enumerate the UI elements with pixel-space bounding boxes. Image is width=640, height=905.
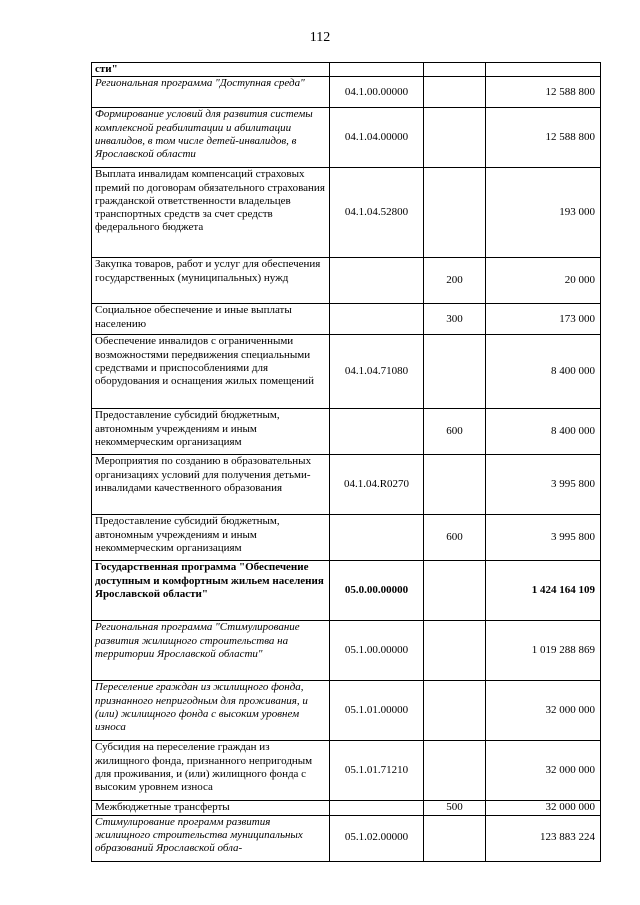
table-row [92, 561, 601, 621]
expense-type-cell [424, 681, 486, 741]
target-code-cell [330, 258, 424, 304]
target-code-cell: 04.1.00.00000 [330, 77, 424, 108]
expense-type-cell [424, 77, 486, 108]
expense-type-cell [424, 561, 486, 621]
item-name-cell: Выплата инвалидам компенсаций страховых премий по договорам обязательного страхования гражданской ответственности владельцев транспортных средств за счет средств федерального бюджета [92, 168, 330, 258]
table-row [92, 108, 601, 168]
target-code-cell [330, 409, 424, 455]
target-code-cell: 05.1.01.71210 [330, 741, 424, 801]
target-code-cell: 05.1.01.00000 [330, 681, 424, 741]
expense-type-cell [424, 63, 486, 77]
target-code-cell: 04.1.04.71080 [330, 335, 424, 409]
table-row [92, 258, 601, 304]
amount-cell: 3 995 800 [486, 455, 601, 515]
expense-type-cell [424, 741, 486, 801]
item-name-cell: Социальное обеспечение и иные выплаты населению [92, 304, 330, 335]
amount-cell: 1 019 288 869 [486, 621, 601, 681]
expense-type-cell [424, 108, 486, 168]
item-name-cell: Закупка товаров, работ и услуг для обеспечения государственных (муниципальных) нужд [92, 258, 330, 304]
item-name-cell: Стимулирование программ развития жилищного строительства муниципальных образований Ярославской обла- [92, 815, 330, 861]
target-code-cell: 04.1.04.52800 [330, 168, 424, 258]
table-row [92, 801, 601, 815]
item-name-cell: Предоставление субсидий бюджетным, автономным учреждениям и иным некоммерческим организациям [92, 409, 330, 455]
amount-cell: 1 424 164 109 [486, 561, 601, 621]
table-row [92, 63, 601, 77]
item-name-cell: Переселение граждан из жилищного фонда, признанного непригодным для проживания, и (или) жилищного фонда с высоким уровнем износа [92, 681, 330, 741]
table-row [92, 681, 601, 741]
page-number: 112 [309, 30, 331, 45]
amount-cell: 123 883 224 [486, 815, 601, 861]
expense-type-cell [424, 815, 486, 861]
target-code-cell: 05.0.00.00000 [330, 561, 424, 621]
expense-type-cell [424, 168, 486, 258]
expense-type-cell [424, 621, 486, 681]
amount-cell: 3 995 800 [486, 515, 601, 561]
table-row [92, 77, 601, 108]
table-row [92, 409, 601, 455]
item-name-cell: Мероприятия по созданию в образовательных организациях условий для получения детьми-инвалидами качественного образования [92, 455, 330, 515]
amount-cell: 8 400 000 [486, 409, 601, 455]
target-code-cell: 05.1.02.00000 [330, 815, 424, 861]
amount-cell: 12 588 800 [486, 108, 601, 168]
amount-cell: 20 000 [486, 258, 601, 304]
expense-type-cell [424, 455, 486, 515]
amount-cell: 173 000 [486, 304, 601, 335]
target-code-cell: 05.1.00.00000 [330, 621, 424, 681]
budget-table [91, 62, 601, 862]
item-name-cell: Региональная программа "Стимулирование развития жилищного строительства на территории Ярославской области" [92, 621, 330, 681]
amount-cell: 32 000 000 [486, 801, 601, 815]
amount-cell: 32 000 000 [486, 681, 601, 741]
table-row [92, 168, 601, 258]
expense-type-cell [424, 335, 486, 409]
expense-type-cell: 600 [424, 515, 486, 561]
target-code-cell [330, 515, 424, 561]
target-code-cell: 04.1.04.R0270 [330, 455, 424, 515]
table-row [92, 455, 601, 515]
item-name-cell: сти" [92, 63, 330, 77]
expense-type-cell: 600 [424, 409, 486, 455]
target-code-cell [330, 801, 424, 815]
amount-cell: 193 000 [486, 168, 601, 258]
target-code-cell [330, 63, 424, 77]
item-name-cell: Субсидия на переселение граждан из жилищного фонда, признанного непригодным для проживания, и (или) жилищного фонда с высоким уровнем износа [92, 741, 330, 801]
table-row [92, 515, 601, 561]
item-name-cell: Обеспечение инвалидов с ограниченными возможностями передвижения специальными средствами и приспособлениями для оборудования и оснащения жилых помещений [92, 335, 330, 409]
item-name-cell: Формирование условий для развития системы комплексной реабилитации и абилитации инвалидов, в том числе детей-инвалидов, в Ярославской области [92, 108, 330, 168]
expense-type-cell: 300 [424, 304, 486, 335]
budget-table-body [92, 63, 601, 862]
item-name-cell: Государственная программа "Обеспечение доступным и комфортным жильем населения Ярославской области" [92, 561, 330, 621]
table-row [92, 335, 601, 409]
table-row [92, 741, 601, 801]
amount-cell [486, 63, 601, 77]
target-code-cell: 04.1.04.00000 [330, 108, 424, 168]
target-code-cell [330, 304, 424, 335]
item-name-cell: Региональная программа "Доступная среда" [92, 77, 330, 108]
table-row [92, 815, 601, 861]
amount-cell: 32 000 000 [486, 741, 601, 801]
table-row [92, 304, 601, 335]
amount-cell: 8 400 000 [486, 335, 601, 409]
amount-cell: 12 588 800 [486, 77, 601, 108]
item-name-cell: Межбюджетные трансферты [92, 801, 330, 815]
table-row [92, 621, 601, 681]
expense-type-cell: 200 [424, 258, 486, 304]
expense-type-cell: 500 [424, 801, 486, 815]
item-name-cell: Предоставление субсидий бюджетным, автономным учреждениям и иным некоммерческим организациям [92, 515, 330, 561]
